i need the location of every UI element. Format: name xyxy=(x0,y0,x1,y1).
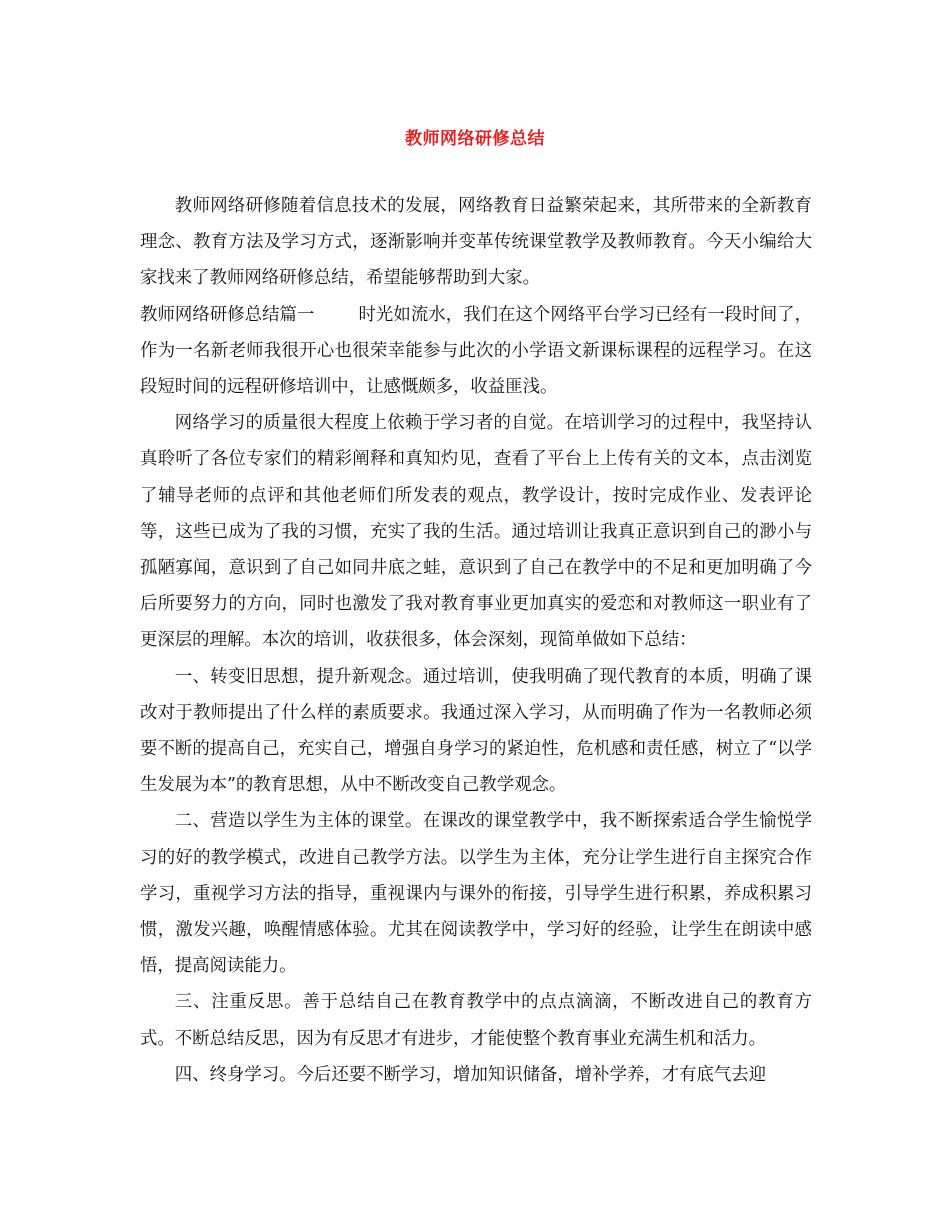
body-paragraph-3: 二、营造以学生为主体的课堂。在课改的课堂教学中，我不断探索适合学生愉悦学习的好的教学模式，改进自己教学方法。以学生为主体，充分让学生进行自主探究合作学习，重视学习方法的指导，重视课内与课外的衔接，引导学生进行积累，养成积累习惯，激发兴趣，唤醒情感体验。尤其在阅读教学中，学习好的经验，让学生在朗读中感悟，提高阅读能力。 xyxy=(140,811,812,977)
intro-paragraph: 教师网络研修随着信息技术的发展，网络教育日益繁荣起来，其所带来的全新教育理念、教育方法及学习方式，逐渐影响并变革传统课堂教学及教师教育。今天小编给大家找来了教师网络研修总结，希望能够帮助到大家。 xyxy=(140,196,812,289)
section-first-paragraph: 时光如流水，我们在这个网络平台学习已经有一段时间了，作为一名新老师我很开心也很荣幸能参与此次的小学语文新课标课程的远程学习。在这段短时间的远程研修培训中，让感慨颇多，收益匪浅。 xyxy=(140,304,812,398)
body-paragraph-1: 网络学习的质量很大程度上依赖于学习者的自觉。在培训学习的过程中，我坚持认真聆听了各位专家们的精彩阐释和真知灼见，查看了平台上上传有关的文本，点击浏览了辅导老师的点评和其他老师们所发表的观点，教学设计，按时完成作业、发表评论等，这些已成为了我的习惯，充实了我的生活。通过培训让我真正意识到自己的渺小与孤陋寡闻，意识到了自己如同井底之蛙，意识到了自己在教学中的不足和更加明确了今后所要努力的方向，同时也激发了我对教育事业更加真实的爱恋和对教师这一职业有了更深层的理解。本次的培训，收获很多，体会深刻，现简单做如下总结： xyxy=(140,413,812,651)
document-title: 教师网络研修总结 xyxy=(405,129,545,149)
section-paragraph xyxy=(140,297,812,406)
body-paragraph-4: 三、注重反思。善于总结自己在教育教学中的点点滴滴，不断改进自己的教育方式。不断总结反思，因为有反思才有进步，才能使整个教育事业充满生机和活力。 xyxy=(140,992,812,1049)
body-paragraph-2: 一、转变旧思想，提升新观念。通过培训，使我明确了现代教育的本质，明确了课改对于教师提出了什么样的素质要求。我通过深入学习，从而明确了作为一名教师必须要不断的提高自己，充实自己，增强自身学习的紧迫性，危机感和责任感，树立了“以学生发展为本”的教育思想，从中不断改变自己教学观念。 xyxy=(140,666,812,796)
body-paragraph-5: 四、终身学习。今后还要不断学习，增加知识储备，增补学养，才有底气去迎 xyxy=(174,1064,767,1085)
document-body xyxy=(140,188,812,1093)
section-heading: 教师网络研修总结篇一 xyxy=(140,304,315,325)
